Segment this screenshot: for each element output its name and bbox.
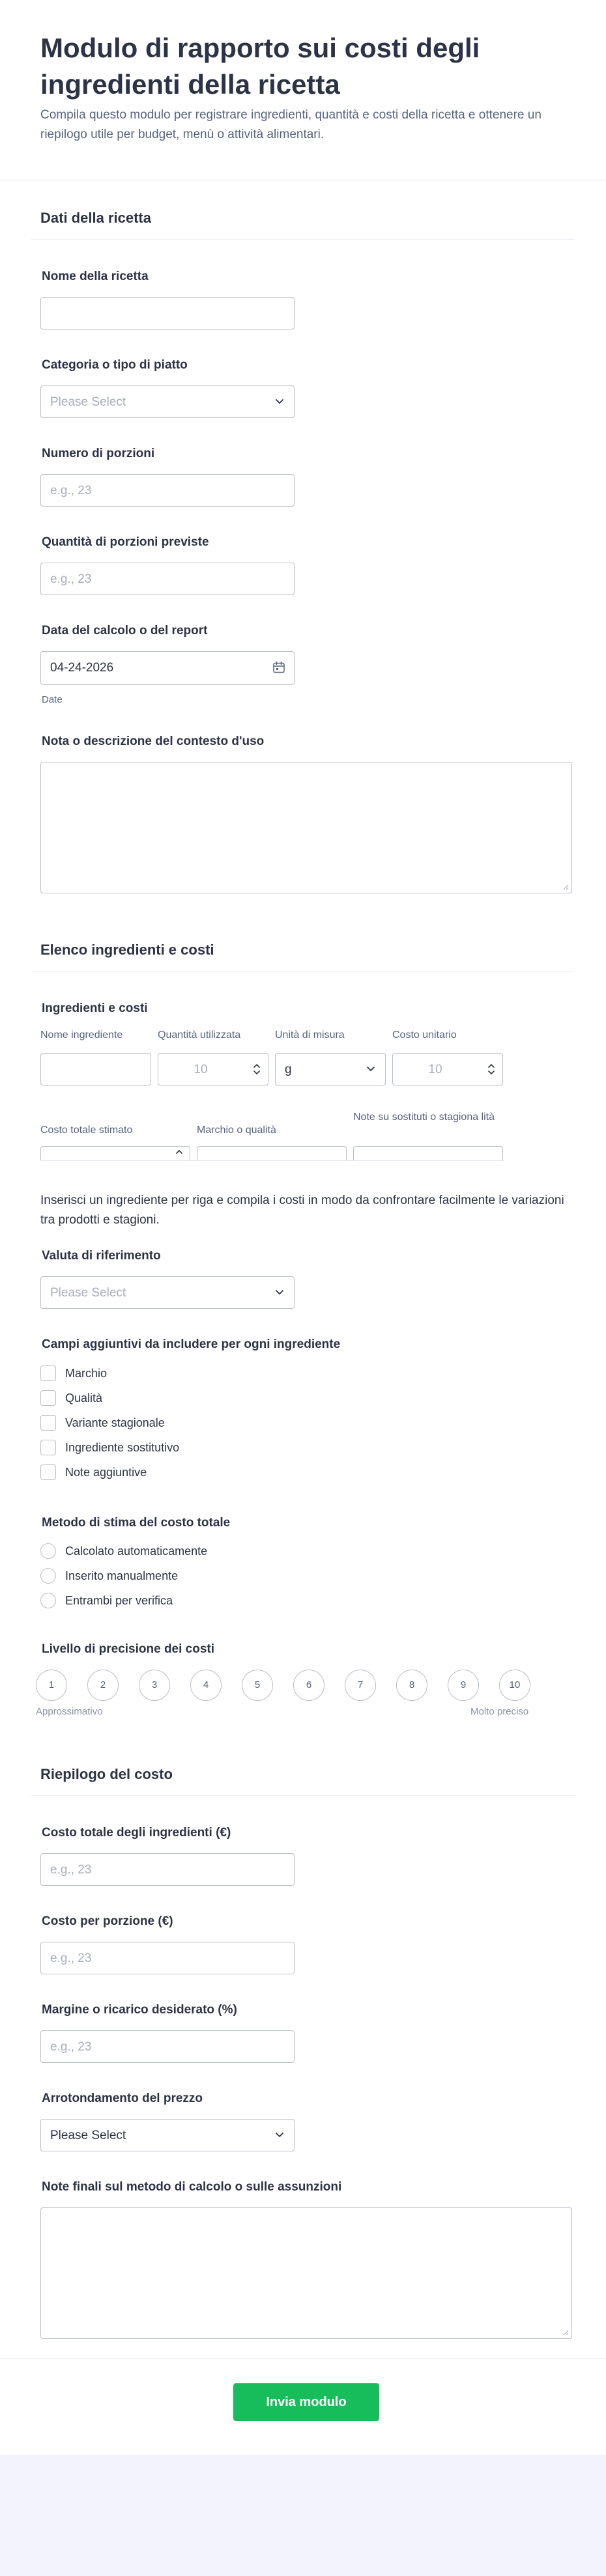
margin-placeholder: e.g., 23 <box>50 2040 92 2054</box>
scale-option-6[interactable]: 6 <box>293 1670 325 1701</box>
calendar-icon[interactable] <box>272 660 286 675</box>
column-header-notes: Note su sostituti o stagiona lità <box>353 1112 495 1123</box>
chevron-down-icon <box>273 395 286 408</box>
submit-button[interactable]: Invia modulo <box>233 2383 379 2421</box>
brand-cell-clip <box>197 1146 347 1160</box>
ingredients-table-label: Ingredienti e costi <box>42 1001 148 1015</box>
scale-label-high: Molto preciso <box>470 1706 529 1717</box>
checkbox-marchio[interactable] <box>40 1365 56 1381</box>
resize-grip-icon[interactable] <box>561 2328 569 2336</box>
checkbox-label-variante-stagionale: Variante stagionale <box>65 1416 165 1429</box>
resize-grip-icon[interactable] <box>561 882 569 890</box>
column-header-total-cost: Costo totale stimato <box>40 1125 133 1136</box>
currency-select[interactable] <box>40 1276 295 1309</box>
scale-option-10[interactable]: 10 <box>499 1670 530 1701</box>
date-label: Data del calcolo o del report <box>42 624 208 637</box>
margin-label: Margine o ricarico desiderato (%) <box>42 2003 237 2017</box>
precision-label: Livello di precisione dei costi <box>42 1642 215 1656</box>
section-heading-ingredients: Elenco ingredienti e costi <box>40 942 214 958</box>
scale-option-4[interactable]: 4 <box>190 1670 222 1701</box>
section-divider <box>31 971 575 972</box>
column-header-name: Nome ingrediente <box>40 1029 123 1041</box>
radio-inserito-manualmente[interactable] <box>40 1568 56 1584</box>
checkbox-ingrediente-sostitutivo[interactable] <box>40 1440 56 1455</box>
cost-per-portion-input[interactable] <box>40 1942 295 1974</box>
category-select[interactable] <box>40 385 295 418</box>
stepper-up-icon[interactable] <box>175 1147 184 1160</box>
method-label: Metodo di stima del costo totale <box>42 1516 231 1530</box>
recipe-name-input[interactable] <box>40 297 295 329</box>
brand-input[interactable] <box>197 1146 347 1160</box>
scale-option-9[interactable]: 9 <box>448 1670 479 1701</box>
stepper-arrows-icon[interactable] <box>487 1061 496 1077</box>
stepper-arrows-icon[interactable] <box>252 1061 261 1077</box>
chevron-down-icon <box>273 1285 286 1298</box>
total-cost-stepper[interactable] <box>40 1146 190 1160</box>
radio-label-inserito: Inserito manualmente <box>65 1569 179 1582</box>
date-sublabel: Date <box>42 694 63 705</box>
note-label: Nota o descrizione del contesto d'uso <box>42 735 265 748</box>
table-scroll-edge <box>40 1160 504 1161</box>
unit-value: g <box>285 1063 292 1076</box>
quantity-placeholder: 10 <box>194 1063 208 1076</box>
unit-cost-stepper[interactable] <box>392 1053 503 1085</box>
scale-option-3[interactable]: 3 <box>139 1670 170 1701</box>
checkbox-qualita[interactable] <box>40 1390 56 1406</box>
unit-cost-placeholder: 10 <box>428 1063 442 1076</box>
ingredients-helper-text: Inserisci un ingrediente per riga e compila i costi in modo da confrontare facilmente le variazioni tra prodotti e stagioni. <box>40 1194 564 1227</box>
portions-placeholder: e.g., 23 <box>50 484 92 497</box>
scale-option-8[interactable]: 8 <box>396 1670 427 1701</box>
scale-option-1[interactable]: 1 <box>36 1670 67 1701</box>
category-label: Categoria o tipo di piatto <box>42 358 188 372</box>
form-subtitle: Compila questo modulo per registrare ingredienti, quantità e costi della ricetta e ottenere un riepilogo utile per budget, menù o attività alimentari. <box>40 108 541 141</box>
date-value: 04-24-2026 <box>50 661 114 675</box>
checkbox-label-marchio: Marchio <box>65 1367 108 1380</box>
unit-select[interactable] <box>275 1053 386 1085</box>
total-cost-input[interactable] <box>40 1853 295 1886</box>
column-header-unit-cost: Costo unitario <box>392 1029 457 1041</box>
extra-fields-label: Campi aggiuntivi da includere per ogni ingrediente <box>42 1337 341 1351</box>
chevron-down-icon <box>273 2128 286 2141</box>
substitute-notes-input[interactable] <box>353 1146 503 1160</box>
section-heading-recipe: Dati della ricetta <box>40 210 151 226</box>
section-divider <box>31 1795 575 1796</box>
chevron-down-icon <box>364 1062 377 1075</box>
rounding-label: Arrotondamento del prezzo <box>42 2092 203 2105</box>
total-cost-placeholder: e.g., 23 <box>50 1863 92 1877</box>
scale-option-2[interactable]: 2 <box>87 1670 119 1701</box>
form-title: Modulo di rapporto sui costi degli ingredienti della ricetta <box>40 33 480 100</box>
checkbox-label-qualita: Qualità <box>65 1392 103 1405</box>
checkbox-label-ingrediente-sostitutivo: Ingrediente sostitutivo <box>65 1441 180 1454</box>
currency-placeholder: Please Select <box>50 1286 126 1300</box>
radio-calcolato-automaticamente[interactable] <box>40 1543 56 1559</box>
ingredient-name-input[interactable] <box>40 1053 151 1085</box>
total-cost-cell-clip <box>40 1146 190 1160</box>
note-textarea[interactable] <box>40 762 572 893</box>
section-heading-summary: Riepilogo del costo <box>40 1766 173 1782</box>
final-notes-textarea[interactable] <box>40 2207 572 2339</box>
notes-cell-clip <box>353 1146 503 1160</box>
cost-per-portion-placeholder: e.g., 23 <box>50 1952 92 1965</box>
final-notes-label: Note finali sul metodo di calcolo o sulle assunzioni <box>42 2180 342 2194</box>
section-divider <box>31 239 575 240</box>
rounding-select[interactable] <box>40 2119 295 2151</box>
radio-label-entrambi: Entrambi per verifica <box>65 1594 173 1607</box>
expected-portions-label: Quantità di porzioni previste <box>42 535 209 549</box>
total-cost-label: Costo totale degli ingredienti (€) <box>42 1826 231 1840</box>
column-header-unit: Unità di misura <box>275 1029 345 1041</box>
column-header-quantity: Quantità utilizzata <box>158 1029 241 1041</box>
checkbox-note-aggiuntive[interactable] <box>40 1464 56 1480</box>
currency-label: Valuta di riferimento <box>42 1249 161 1263</box>
checkbox-label-note-aggiuntive: Note aggiuntive <box>65 1466 147 1479</box>
rounding-value: Please Select <box>50 2129 126 2142</box>
radio-entrambi-per-verifica[interactable] <box>40 1593 56 1608</box>
expected-portions-input[interactable] <box>40 563 295 595</box>
scale-option-5[interactable]: 5 <box>242 1670 273 1701</box>
scale-label-low: Approssimativo <box>36 1706 103 1717</box>
checkbox-variante-stagionale[interactable] <box>40 1415 56 1431</box>
portions-input[interactable] <box>40 474 295 507</box>
portions-label: Numero di porzioni <box>42 447 155 460</box>
expected-portions-placeholder: e.g., 23 <box>50 572 92 586</box>
category-placeholder: Please Select <box>50 395 126 409</box>
column-header-brand: Marchio o qualità <box>197 1125 276 1136</box>
cost-per-portion-label: Costo per porzione (€) <box>42 1914 173 1928</box>
quantity-stepper[interactable] <box>158 1053 268 1085</box>
radio-label-calcolato: Calcolato automaticamente <box>65 1545 208 1558</box>
scale-option-7[interactable]: 7 <box>345 1670 376 1701</box>
margin-input[interactable] <box>40 2030 295 2063</box>
date-input[interactable] <box>40 651 295 685</box>
recipe-name-label: Nome della ricetta <box>42 270 149 283</box>
